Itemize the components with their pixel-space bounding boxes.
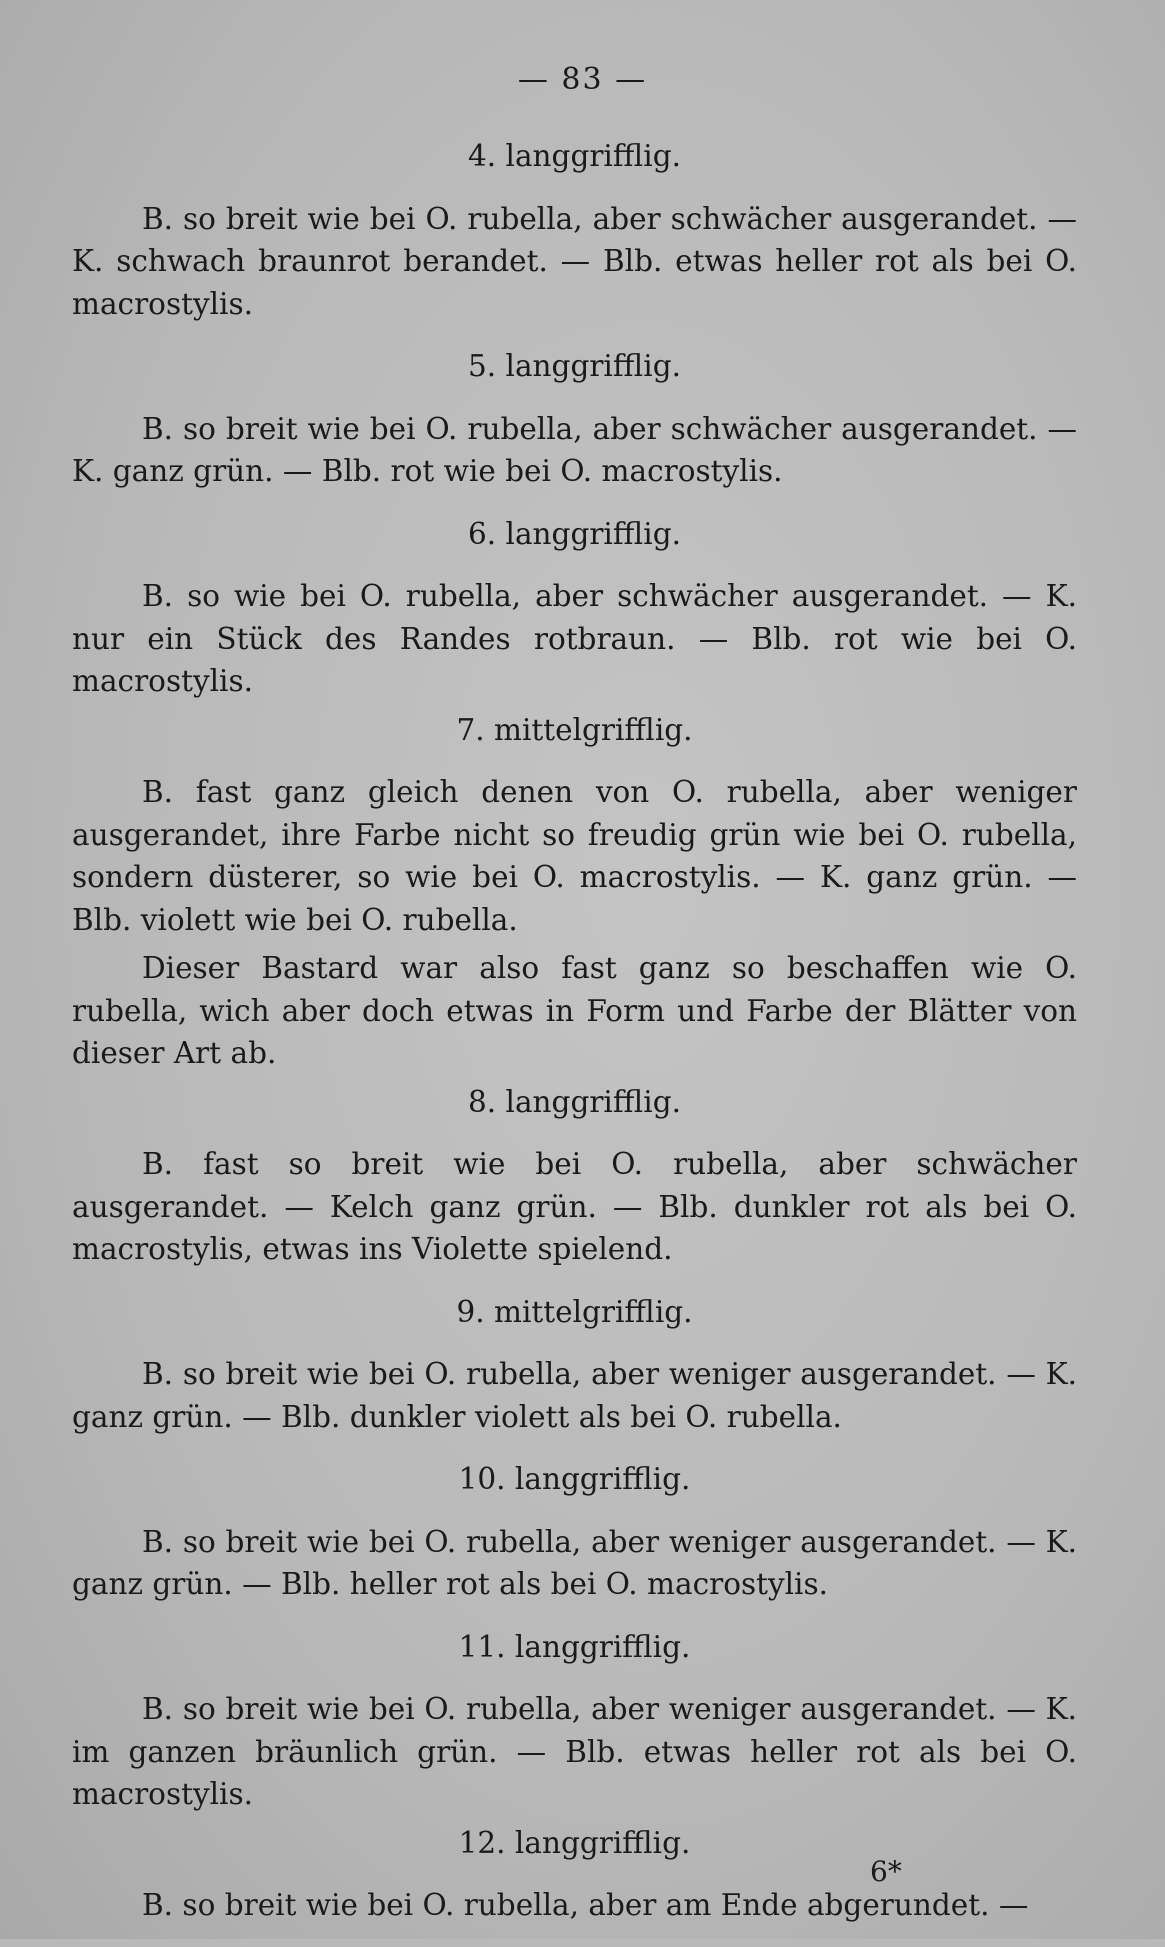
entry-text: B. fast so breit wie bei O. rubella, aber schwächer ausgerandet. — Kelch ganz grün. — Blb. dunkler rot als bei O. macrostylis, etwas ins Violette spielend. — [72, 1147, 1077, 1266]
entry-text: B. so breit wie bei O. rubella, aber weniger ausgerandet. — K. im ganzen bräunlich grün. — Blb. etwas heller rot als bei O. macrostylis. — [72, 1692, 1077, 1811]
entry-heading: 11. langgrifflig. — [458, 1629, 691, 1664]
entry-heading: 7. mittelgrifflig. — [456, 712, 693, 747]
entry-note: Dieser Bastard war also fast ganz so beschaffen wie O. rubella, wich aber doch etwas in Form und Farbe der Blätter von dieser Art ab. — [72, 951, 1077, 1070]
entry-11 — [72, 1626, 1077, 1816]
entry-text: B. so breit wie bei O. rubella, aber schwächer ausgerandet. — K. schwach braunrot berandet. — Blb. etwas heller rot als bei O. macrostylis. — [72, 201, 1077, 321]
entry-6 — [72, 513, 1077, 703]
entry-text: B. so breit wie bei O. rubella, aber am Ende abgerundet. — — [142, 1888, 1029, 1922]
signature-mark: 6* — [870, 1855, 902, 1888]
entry-text: B. so breit wie bei O. rubella, aber weniger ausgerandet. — K. ganz grün. — Blb. dunkler violett als bei O. rubella. — [72, 1357, 1077, 1434]
entry-7 — [72, 709, 1077, 1075]
entry-heading: 10. langgrifflig. — [458, 1462, 691, 1496]
page-number: — 83 — — [517, 62, 648, 97]
entry-heading: 12. langgrifflig. — [458, 1825, 691, 1860]
entry-text: B. fast ganz gleich denen von O. rubella, aber weniger ausgerandet, ihre Farbe nicht so freudig grün wie bei O. rubella, sondern düsterer, so wie bei O. macrostylis. — K. ganz grün. — Blb. violett wie bei O. rubella. — [72, 775, 1077, 937]
entry-heading: 9. mittelgrifflig. — [456, 1294, 693, 1329]
entry-12 — [72, 1822, 1077, 1927]
entry-heading: 4. langgrifflig. — [468, 139, 681, 173]
entry-9 — [72, 1291, 1077, 1439]
entry-text: B. so wie bei O. rubella, aber schwächer ausgerandet. — K. nur ein Stück des Randes rotbraun. — Blb. rot wie bei O. macrostylis. — [72, 579, 1077, 698]
entry-heading: 5. langgrifflig. — [468, 349, 681, 383]
entry-5 — [72, 345, 1077, 493]
entry-4 — [72, 135, 1077, 325]
body-text — [72, 135, 1077, 1947]
entry-text: B. so breit wie bei O. rubella, aber weniger ausgerandet. — K. ganz grün. — Blb. heller rot als bei O. macrostylis. — [72, 1524, 1077, 1601]
entry-8 — [72, 1081, 1077, 1271]
entry-heading: 8. langgrifflig. — [468, 1084, 681, 1119]
entry-heading: 6. langgrifflig. — [468, 516, 681, 551]
entry-text: B. so breit wie bei O. rubella, aber schwächer ausgerandet. — K. ganz grün. — Blb. rot wie bei O. macrostylis. — [72, 411, 1077, 488]
entry-10 — [72, 1458, 1077, 1606]
